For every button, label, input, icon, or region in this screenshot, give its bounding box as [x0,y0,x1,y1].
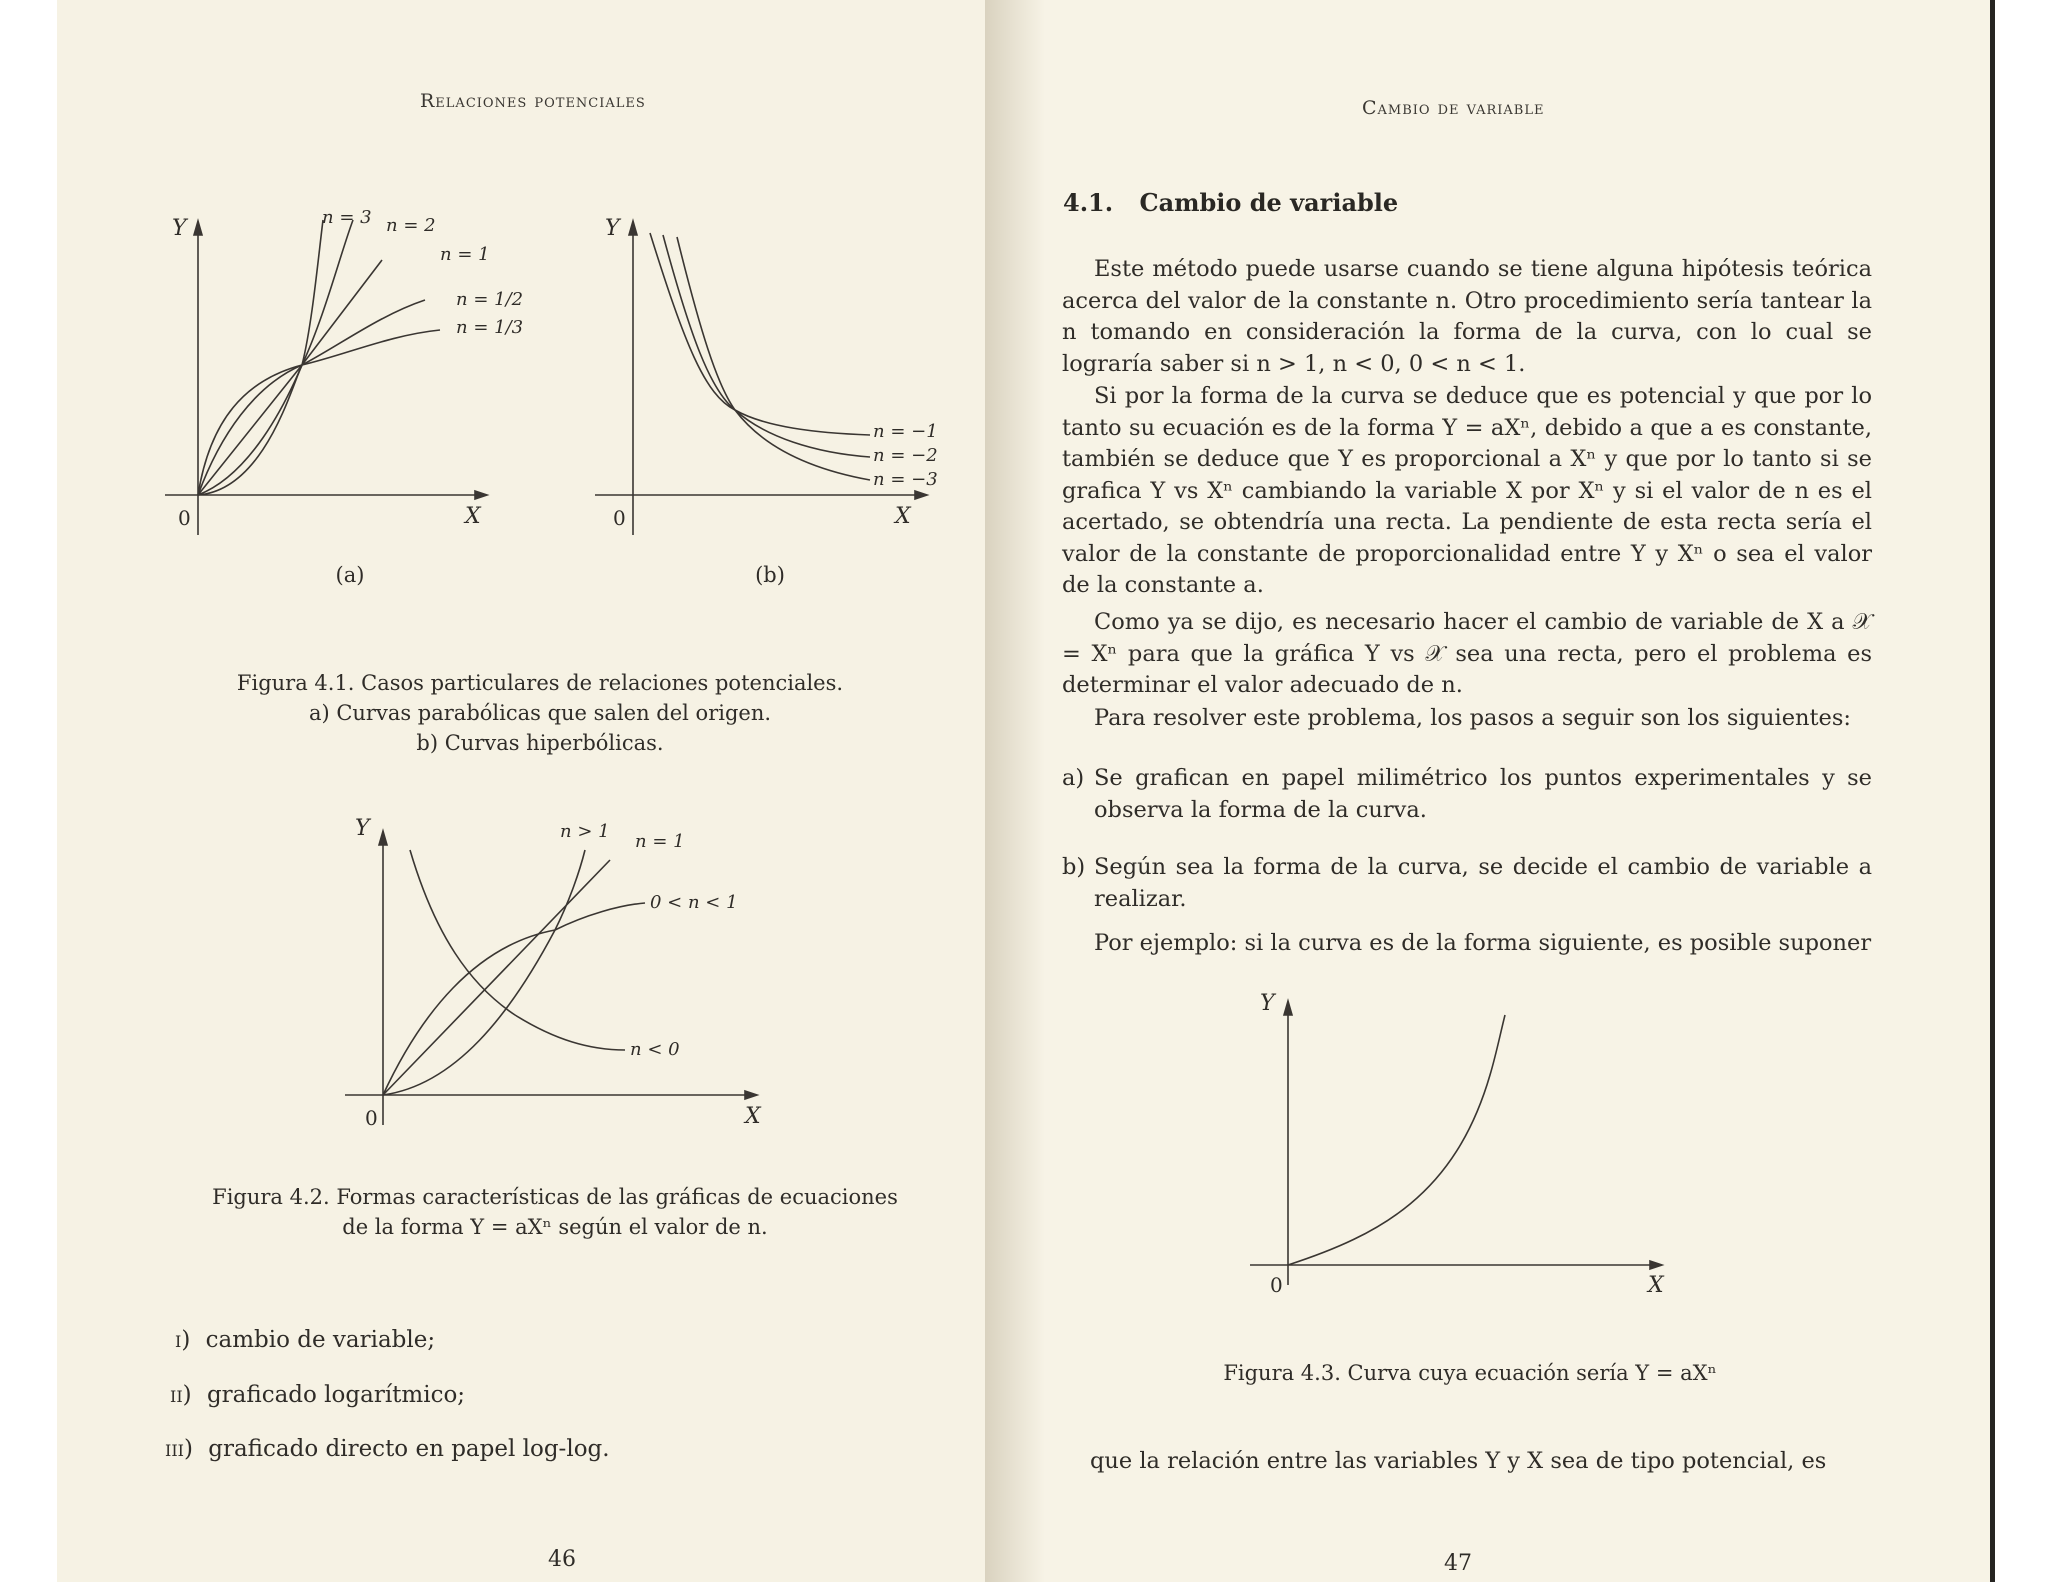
y-axis-arrow [629,221,637,235]
x-axis-arrow [1650,1261,1662,1269]
curve-label-n-between: 0 < n < 1 [650,892,738,913]
right-running-head: Cambio de variable [1362,97,1545,119]
curve-label-n3: n = 3 [322,207,372,228]
figure-4-1-caption [200,668,880,758]
figure-4-1b-plot [595,205,955,535]
paragraph: Como ya se dijo, es necesario hacer el cambio de variable de X a 𝒳 = Xⁿ para que la gráfica Y vs 𝒳 sea una recta, pero el problema es determinar el valor adecuado de n. [1062,609,1872,698]
paragraph: Para resolver este problema, los pasos a seguir son los siguientes: [1094,705,1851,731]
x-axis-label: X [745,1104,761,1129]
list-item [170,1382,465,1408]
curve-label-n-gt-1: n > 1 [560,821,610,842]
x-axis-label: X [465,504,481,529]
y-axis-arrow [379,831,387,845]
figure-4-2-plot [345,815,765,1135]
figure-4-1b [595,205,955,539]
figure-4-3 [1250,985,1670,1309]
curve-n1 [198,260,382,495]
power-curve [1288,1015,1505,1265]
list-marker: i) [175,1327,191,1353]
section-title: Cambio de variable [1139,188,1399,217]
origin-label: 0 [365,1106,378,1130]
list-item [165,1436,610,1462]
curve-label-n-1: n = −1 [873,421,938,442]
figure-4-1a-plot [160,205,524,535]
x-axis-arrow [475,491,487,499]
left-running-head: Relaciones potenciales [420,90,646,112]
curve-n12 [198,300,425,495]
right-page-number: 47 [1444,1551,1472,1576]
list-text: graficado directo en papel log-log. [208,1436,610,1462]
x-axis-label: X [1648,1273,1664,1298]
curve-label-n13: n = 1/3 [456,317,524,338]
list-text: cambio de variable; [205,1327,436,1353]
curve-label-n2: n = 2 [386,215,436,236]
caption-line: b) Curvas hiperbólicas. [416,731,664,755]
paragraph: Por ejemplo: si la curva es de la forma siguiente, es posible suponer [1094,930,1872,956]
curve-n-eq-1 [383,860,610,1095]
left-page-number: 46 [548,1547,576,1572]
figure-4-2-caption [205,1182,905,1242]
section-heading [1063,188,1398,217]
caption-line: a) Curvas parabólicas que salen del origen. [308,701,772,725]
section-number: 4.1. [1063,188,1114,217]
x-axis-arrow [915,491,927,499]
figure-4-3-caption: Figura 4.3. Curva cuya ecuación sería Y = aXⁿ [1223,1361,1717,1385]
caption-line: Figura 4.2. Formas características de las gráficas de ecuaciones [212,1185,898,1209]
x-axis-label: X [895,504,911,529]
caption-line: Figura 4.1. Casos particulares de relaciones potenciales. [236,671,844,695]
paragraph: Este método puede usarse cuando se tiene alguna hipótesis teórica acerca del valor de la constante n. Otro procedimiento sería tantear la n tomando en consideración la forma de la curva, con lo cual se lograría saber si n > 1, n < 0, 0 < n < 1. [1062,256,1872,377]
figure-4-3-plot [1250,985,1670,1305]
curve-label-n1: n = 1 [440,244,490,265]
curve-label-n-2: n = −2 [873,445,938,466]
y-axis-arrow [194,221,202,235]
caption-line: de la forma Y = aXⁿ según el valor de n. [342,1215,768,1239]
paragraph: Si por la forma de la curva se deduce que es potencial y que por lo tanto su ecuación es de la forma Y = aXⁿ, debido a que a es constante, también se deduce que Y es proporcional a Xⁿ y que por lo tanto si se grafica Y vs Xⁿ cambiando la variable X por Xⁿ y si el valor de n es el acertado, se obtendría una recta. La pendiente de esta recta sería el valor de la constante de proporcionalidad entre Y y Xⁿ o sea el valor de la constante a. [1062,383,1872,598]
y-axis-label: Y [1260,991,1275,1016]
origin-label: 0 [1270,1273,1283,1297]
x-axis-arrow [745,1091,757,1099]
list-text: graficado logarítmico; [206,1382,466,1408]
step-text: Se grafican en papel milimétrico los puntos experimentales y se observa la forma de la curva. [1094,765,1872,823]
step-item [1062,852,1872,915]
curve-n-lt-0 [410,850,625,1050]
curve-n-3 [677,237,870,480]
curve-n-2 [663,235,870,457]
figure-4-1a [160,205,524,539]
step-item [1062,763,1872,826]
figure-4-2 [345,815,765,1139]
step-text: Según sea la forma de la curva, se decide el cambio de variable a realizar. [1094,854,1872,912]
origin-label: 0 [613,506,626,530]
list-item [175,1327,435,1353]
curve-label-n12: n = 1/2 [456,289,524,310]
y-axis-arrow [1284,1001,1292,1015]
y-axis-label: Y [355,816,370,841]
curve-label-n-eq-1: n = 1 [635,831,685,852]
curve-label-n-3: n = −3 [873,469,938,490]
step-marker: b) [1062,854,1086,880]
panel-label-a: (a) [335,563,365,587]
page-edge [1990,0,1995,1582]
origin-label: 0 [178,506,191,530]
list-marker: iii) [165,1436,193,1462]
list-marker: ii) [170,1382,192,1408]
curve-n-gt-1 [383,850,585,1095]
y-axis-label: Y [605,216,620,241]
paragraph: que la relación entre las variables Y y X sea de tipo potencial, es [1090,1448,1827,1474]
step-marker: a) [1062,765,1085,791]
curve-label-n-lt-0: n < 0 [630,1039,680,1060]
book-spine [985,0,1045,1582]
y-axis-label: Y [172,216,187,241]
panel-label-b: (b) [755,563,785,587]
